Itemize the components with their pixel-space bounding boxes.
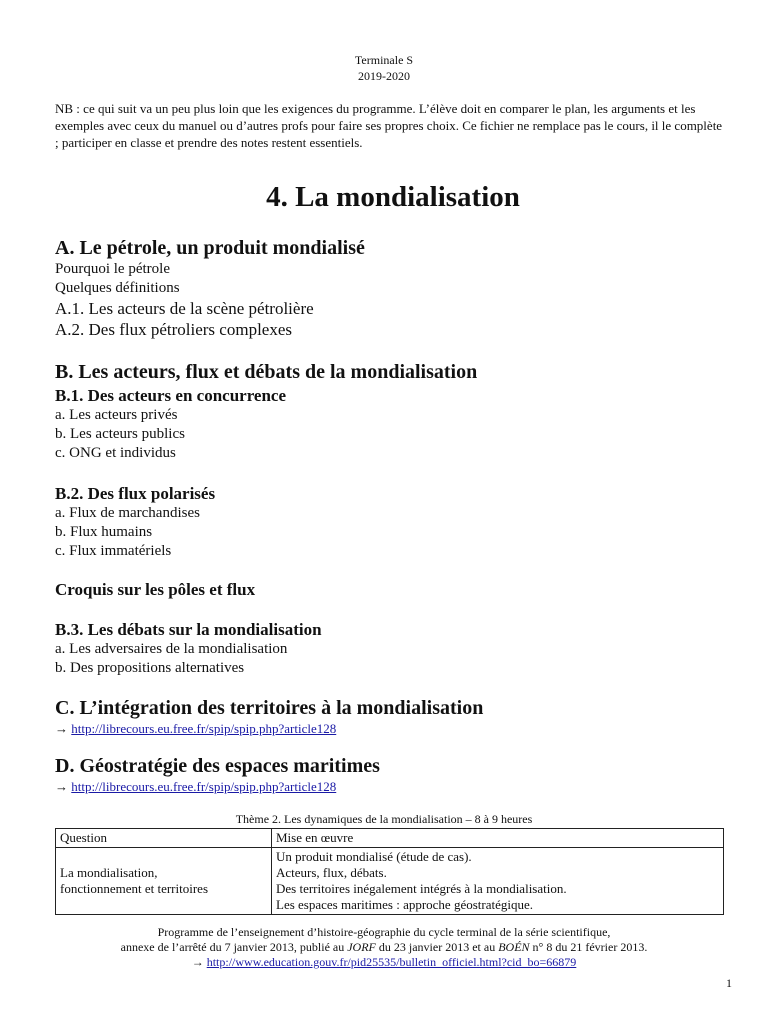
page-number: 1: [726, 976, 732, 990]
arrow-icon: →: [55, 779, 68, 794]
table-header-row: [56, 829, 724, 848]
table-header-question: Question: [56, 829, 272, 848]
cell-line: Les espaces maritimes : approche géostratégique.: [276, 897, 534, 912]
table-header-mise: Mise en œuvre: [272, 829, 724, 848]
list-item: b. Flux humains: [55, 524, 153, 540]
section-b1: [55, 385, 745, 463]
footer-text: du 23 janvier 2013 et au: [375, 940, 499, 954]
section-a-line: Pourquoi le pétrole: [55, 261, 170, 277]
croquis-heading: Croquis sur les pôles et flux: [55, 580, 256, 599]
table-row: [56, 848, 724, 915]
cell-line: La mondialisation,: [60, 865, 158, 880]
list-item: c. ONG et individus: [55, 445, 176, 461]
section-a-line: Quelques définitions: [55, 280, 180, 296]
section-d-link-line: [55, 778, 745, 795]
section-b2: [55, 483, 745, 561]
footer-boen: BOÉN: [498, 940, 530, 954]
nb-paragraph: NB : ce qui suit va un peu plus loin que les exigences du programme. L’élève doit en comparer le plan, les arguments et les exemples avec ceux du manuel ou d’autres profs pour faire ses propres choix. Ce fichier ne remplace pas le cours, il le complète ; participer en classe et prendre des notes restent essentiels.: [55, 101, 723, 150]
footer-note: [0, 925, 768, 970]
section-b1-heading: B.1. Des acteurs en concurrence: [55, 386, 287, 405]
cell-line: Acteurs, flux, débats.: [276, 865, 387, 880]
section-b-heading: B. Les acteurs, flux et débats de la mondialisation: [55, 361, 478, 383]
list-item: a. Les adversaires de la mondialisation: [55, 641, 288, 657]
cell-line: fonctionnement et territoires: [60, 881, 209, 896]
header-year: 2019-2020: [358, 69, 410, 83]
list-item: a. Les acteurs privés: [55, 407, 178, 423]
header-class: Terminale S: [354, 53, 414, 67]
section-b3: [55, 619, 745, 678]
footer-text: annexe de l’arrêté du 7 janvier 2013, publié au: [120, 940, 348, 954]
footer-jorf: JORF: [347, 940, 376, 954]
section-a: [55, 236, 745, 340]
section-c: [55, 696, 745, 737]
section-d-heading: D. Géostratégie des espaces maritimes: [55, 755, 380, 777]
cell-line: Un produit mondialisé (étude de cas).: [276, 849, 472, 864]
list-item: a. Flux de marchandises: [55, 505, 200, 521]
section-c-link-line: [55, 720, 745, 737]
footer-line-2: [0, 940, 768, 955]
section-b2-heading: B.2. Des flux polarisés: [55, 484, 216, 503]
cell-line: Des territoires inégalement intégrés à la mondialisation.: [276, 881, 567, 896]
section-c-link[interactable]: http://librecours.eu.free.fr/spip/spip.php?article128: [71, 721, 337, 736]
section-d-link[interactable]: http://librecours.eu.free.fr/spip/spip.php?article128: [71, 779, 337, 794]
footer-line-1: Programme de l’enseignement d’histoire-géographie du cycle terminal de la série scientifique,: [157, 925, 611, 939]
table-cell-mise: [272, 848, 724, 915]
footer-link[interactable]: http://www.education.gouv.fr/pid25535/bulletin_officiel.html?cid_bo=66879: [206, 955, 577, 969]
section-d: [55, 754, 745, 795]
programme-table: [55, 828, 724, 915]
section-a1-heading: A.1. Les acteurs de la scène pétrolière: [55, 299, 314, 318]
table-caption: Thème 2. Les dynamiques de la mondialisation – 8 à 9 heures: [235, 812, 533, 826]
table-cell-question: [56, 848, 272, 915]
list-item: b. Des propositions alternatives: [55, 660, 245, 676]
page-title: 4. La mondialisation: [266, 181, 520, 213]
arrow-icon: →: [55, 721, 68, 736]
section-b3-heading: B.3. Les débats sur la mondialisation: [55, 620, 322, 639]
section-a2-heading: A.2. Des flux pétroliers complexes: [55, 320, 292, 339]
list-item: b. Les acteurs publics: [55, 426, 185, 442]
footer-link-line: [0, 955, 768, 970]
section-b: [55, 360, 745, 384]
section-c-heading: C. L’intégration des territoires à la mondialisation: [55, 697, 484, 719]
list-item: c. Flux immatériels: [55, 543, 172, 559]
section-a-heading: A. Le pétrole, un produit mondialisé: [55, 237, 365, 259]
arrow-icon: →: [191, 955, 204, 969]
footer-text: n° 8 du 21 février 2013.: [529, 940, 648, 954]
croquis: [55, 579, 745, 600]
